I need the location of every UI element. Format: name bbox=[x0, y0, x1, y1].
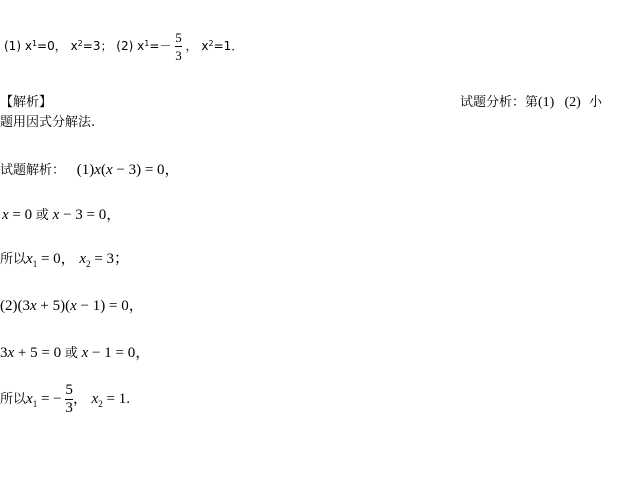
answer-x1b-var: x bbox=[137, 39, 145, 53]
solution-line-4 bbox=[0, 294, 144, 315]
answer-fraction-denominator: 3 bbox=[175, 48, 182, 63]
answer-x2-var: x bbox=[70, 39, 78, 53]
answer-part2-label: (2) bbox=[116, 39, 134, 53]
solution-l6-x2: x bbox=[91, 390, 99, 407]
answer-separator: ， bbox=[185, 39, 198, 53]
solution-l4-a: (2)(3 bbox=[0, 298, 30, 314]
solution-l5-a: 3 bbox=[0, 345, 8, 361]
solution-l6-fraction bbox=[65, 383, 73, 416]
solution-l3-i1: 1 bbox=[32, 259, 38, 269]
answer-x2-index: 2 bbox=[77, 39, 83, 48]
analysis-summary bbox=[460, 91, 602, 111]
answer-x2b-index: 2 bbox=[208, 39, 214, 48]
answer-x1-var: x bbox=[24, 39, 32, 53]
answer-x1-value: =0， bbox=[37, 39, 67, 53]
solution-l6-eq: = − bbox=[37, 390, 62, 407]
solution-l3-a: = 0， bbox=[37, 251, 76, 267]
solution-l5-c: − 1 = 0， bbox=[88, 345, 151, 361]
solution-l3-b: = 3； bbox=[90, 251, 130, 267]
solution-line-2 bbox=[2, 203, 121, 224]
solution-line-5 bbox=[0, 341, 150, 362]
solution-l4-x2: x bbox=[70, 298, 77, 314]
solution-l4-x: x bbox=[30, 298, 37, 314]
solution-l1-post: − 3) = 0， bbox=[112, 162, 180, 178]
solution-line-1 bbox=[0, 158, 180, 179]
analysis-heading: 【解析】 bbox=[0, 95, 53, 110]
solution-l1-prefix: (1) bbox=[76, 162, 95, 178]
analysis-part1: (1) bbox=[538, 95, 555, 110]
answer-line bbox=[4, 30, 243, 63]
solution-line-6 bbox=[0, 383, 130, 416]
analysis-tail: 小 bbox=[588, 95, 602, 110]
solution-label: 试题解析： bbox=[0, 163, 66, 178]
answer-fraction bbox=[175, 30, 182, 63]
solution-l2-or: 或 bbox=[35, 208, 49, 223]
solution-l5-x2: x bbox=[81, 345, 89, 361]
solution-l3-x1: x bbox=[26, 251, 33, 267]
answer-x1b-eq: =－ bbox=[149, 39, 172, 53]
solution-l2-x: x bbox=[2, 207, 9, 223]
solution-l3-x2: x bbox=[79, 251, 87, 267]
solution-l6-numerator: 5 bbox=[65, 382, 73, 398]
solution-l3-i2: 2 bbox=[86, 259, 91, 269]
solution-l5-b: + 5 = 0 bbox=[14, 345, 65, 361]
solution-l1-paren: ( bbox=[100, 162, 106, 178]
solution-l6-sep: ， bbox=[72, 390, 88, 407]
solution-l4-c: − 1) = 0， bbox=[76, 298, 144, 314]
solution-l1-x2: x bbox=[105, 162, 113, 178]
answer-part1-label: (1) bbox=[4, 39, 21, 53]
analysis-label: 试题分析：第 bbox=[460, 95, 539, 110]
solution-l6-denominator: 3 bbox=[65, 400, 73, 416]
solution-line-3 bbox=[0, 247, 129, 269]
solution-l2-a: = 0 bbox=[8, 207, 36, 223]
answer-x2-value: =3； bbox=[82, 39, 113, 53]
solution-l2-b: − 3 = 0， bbox=[59, 207, 122, 223]
answer-x1-index: 1 bbox=[31, 39, 38, 48]
analysis-part2: (2) bbox=[564, 95, 581, 110]
solution-l3-prefix: 所以 bbox=[0, 252, 27, 267]
answer-x2b-var: x bbox=[201, 39, 209, 53]
solution-l6-x1: x bbox=[26, 390, 33, 407]
solution-l1-x: x bbox=[94, 162, 101, 178]
solution-l5-or: 或 bbox=[64, 346, 78, 361]
solution-l4-b: + 5)( bbox=[36, 298, 71, 314]
solution-l5-x: x bbox=[7, 345, 15, 361]
solution-l6-i1: 1 bbox=[32, 398, 38, 409]
solution-l6-b: = 1. bbox=[102, 390, 131, 407]
answer-x1b-index: 1 bbox=[144, 39, 150, 48]
answer-fraction-numerator: 5 bbox=[175, 30, 182, 45]
analysis-line2: 题用因式分解法. bbox=[0, 115, 96, 130]
answer-x2b-value: =1． bbox=[213, 39, 244, 53]
solution-l6-prefix: 所以 bbox=[0, 391, 27, 407]
solution-l2-x2: x bbox=[52, 207, 60, 223]
solution-l6-i2: 2 bbox=[98, 398, 103, 409]
